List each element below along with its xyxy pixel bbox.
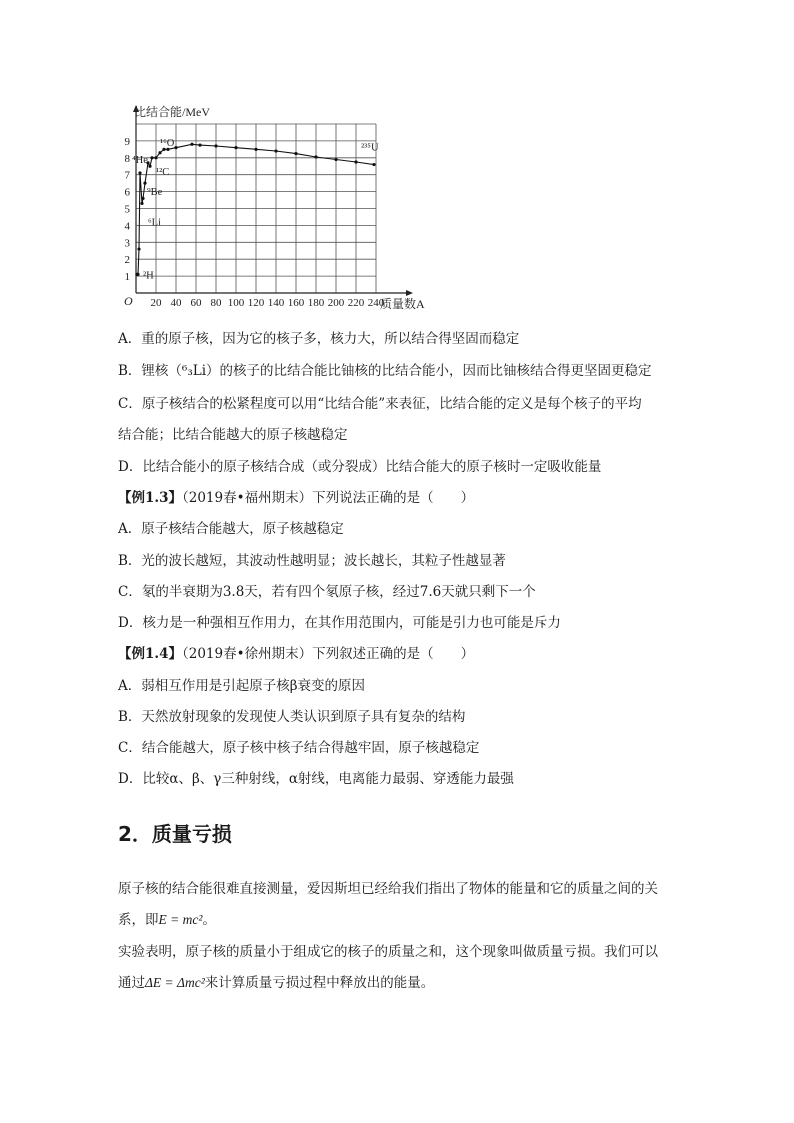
x-tick-label: 40 [170, 297, 182, 309]
data-point [154, 156, 157, 159]
data-point [234, 146, 237, 149]
y-axis-label: 比结合能/MeV [134, 105, 210, 119]
nuclide-label: ⁹Be [147, 187, 163, 199]
example-tag: 【例1.4】 [118, 646, 182, 662]
origin-label: O [124, 294, 133, 308]
nuclide-label: ²H [143, 270, 154, 282]
x-tick-label: 240 [367, 297, 385, 309]
data-point [372, 163, 375, 166]
option-c: C．原子核结合的松紧程度可以用“比结合能”来表征，比结合能的定义是每个核子的平均 [118, 396, 642, 412]
option-b: B．光的波长越短，其波动性越明显；波长越长，其粒子性越显著 [118, 553, 506, 569]
x-axis-arrow [406, 290, 413, 296]
paragraph-line: 原子核的结合能很难直接测量，爱因斯坦已经给我们指出了物体的能量和它的质量之间的关 [118, 881, 658, 897]
formula: ΔE = Δmc² [145, 975, 205, 990]
example-stem: （2019春•徐州期末）下列叙述正确的是（ ） [182, 646, 475, 662]
x-tick-label: 140 [267, 297, 285, 309]
option-d: D．核力是一种强相互作用力，在其作用范围内，可能是引力也可能是斥力 [118, 615, 561, 631]
option-a: A．弱相互作用是引起原子核β衰变的原因 [118, 678, 366, 694]
chart-axes [133, 105, 413, 296]
option-b: B．锂核（⁶₃Li）的核子的比结合能比铀核的比结合能小，因而比铀核结合得更坚固更稳定 [118, 363, 652, 379]
text-fragment: 系，即 [118, 912, 159, 928]
y-tick-label: 2 [124, 254, 130, 267]
data-point [314, 155, 317, 158]
data-point [138, 171, 141, 174]
y-tick-label: 4 [124, 220, 130, 233]
y-tick-label: 7 [124, 169, 130, 182]
option-c: C．氡的半衰期为3.8天，若有四个氡原子核，经过7.6天就只剩下一个 [118, 584, 536, 600]
chart-points [135, 143, 375, 276]
data-point [294, 152, 297, 155]
nuclide-label: ⁶Li [148, 217, 161, 229]
data-point [174, 146, 177, 149]
text-fragment: 。 [202, 912, 216, 928]
option-b: B．天然放射现象的发现使人类认识到原子具有复杂的结构 [118, 709, 466, 725]
example-1-4-stem [118, 645, 474, 663]
data-point [354, 160, 357, 163]
nuclide-label: ²³⁵U [361, 142, 379, 154]
y-tick-label: 3 [124, 237, 130, 250]
option-d: D．比较α、β、γ三种射线，α射线，电离能力最弱、穿透能力最强 [118, 771, 514, 787]
text-fragment: 通过 [118, 975, 145, 991]
x-tick-label: 180 [307, 297, 325, 309]
data-point [143, 182, 146, 185]
option-c: C．结合能越大，原子核中核子结合得越牢固，原子核越稳定 [118, 740, 480, 756]
option-a: A．重的原子核，因为它的核子多，核力大，所以结合得坚固而稳定 [118, 331, 520, 347]
data-point [141, 197, 144, 200]
section-heading: 2．质量亏损 [118, 822, 232, 846]
x-tick-label: 160 [287, 297, 305, 309]
data-point [148, 165, 151, 168]
option-a: A．原子核结合能越大，原子核越稳定 [118, 521, 344, 537]
data-point [214, 144, 217, 147]
example-tag: 【例1.3】 [118, 490, 182, 506]
y-tick-label: 6 [124, 186, 130, 199]
x-tick-label: 60 [190, 297, 202, 309]
data-point [274, 149, 277, 152]
x-tick-label: 200 [327, 297, 345, 309]
data-point [254, 148, 257, 151]
binding-energy-chart [110, 100, 450, 315]
data-point [158, 151, 161, 154]
nuclide-label: ¹²C [156, 166, 170, 178]
x-tick-label: 120 [247, 297, 265, 309]
paragraph-line [118, 974, 434, 992]
paragraph-line: 实验表明，原子核的质量小于组成它的核子的质量之和，这个现象叫做质量亏损。我们可以 [118, 944, 658, 960]
data-point [190, 143, 193, 146]
option-c-cont: 结合能；比结合能越大的原子核越稳定 [118, 427, 348, 443]
option-d: D．比结合能小的原子核结合成（或分裂成）比结合能大的原子核时一定吸收能量 [118, 459, 602, 475]
data-point [150, 156, 153, 159]
x-axis-label: 质量数A [380, 297, 425, 311]
chart-nuclide-labels [132, 138, 379, 282]
nuclide-label: ⁴He [132, 155, 148, 167]
y-tick-label: 8 [124, 152, 130, 165]
example-stem: （2019春•福州期末）下列说法正确的是（ ） [182, 490, 475, 506]
x-tick-label: 80 [210, 297, 222, 309]
y-tick-label: 1 [124, 271, 130, 284]
data-point [198, 144, 201, 147]
x-tick-label: 20 [150, 297, 162, 309]
x-tick-label: 220 [347, 297, 365, 309]
example-1-3-stem [118, 489, 474, 507]
chart-ticks [125, 136, 385, 309]
data-point [334, 158, 337, 161]
binding-energy-curve [137, 144, 374, 274]
formula: E = mc² [158, 912, 203, 927]
x-tick-label: 100 [227, 297, 245, 309]
y-tick-label: 5 [124, 203, 130, 216]
paragraph-line [118, 911, 216, 929]
chart-curve [137, 144, 374, 274]
nuclide-label: ¹⁶O [160, 137, 175, 149]
data-point [136, 273, 139, 276]
text-fragment: 来计算质量亏损过程中释放出的能量。 [204, 975, 435, 991]
y-tick-label: 9 [124, 135, 130, 148]
data-point [140, 202, 143, 205]
data-point [137, 247, 140, 250]
